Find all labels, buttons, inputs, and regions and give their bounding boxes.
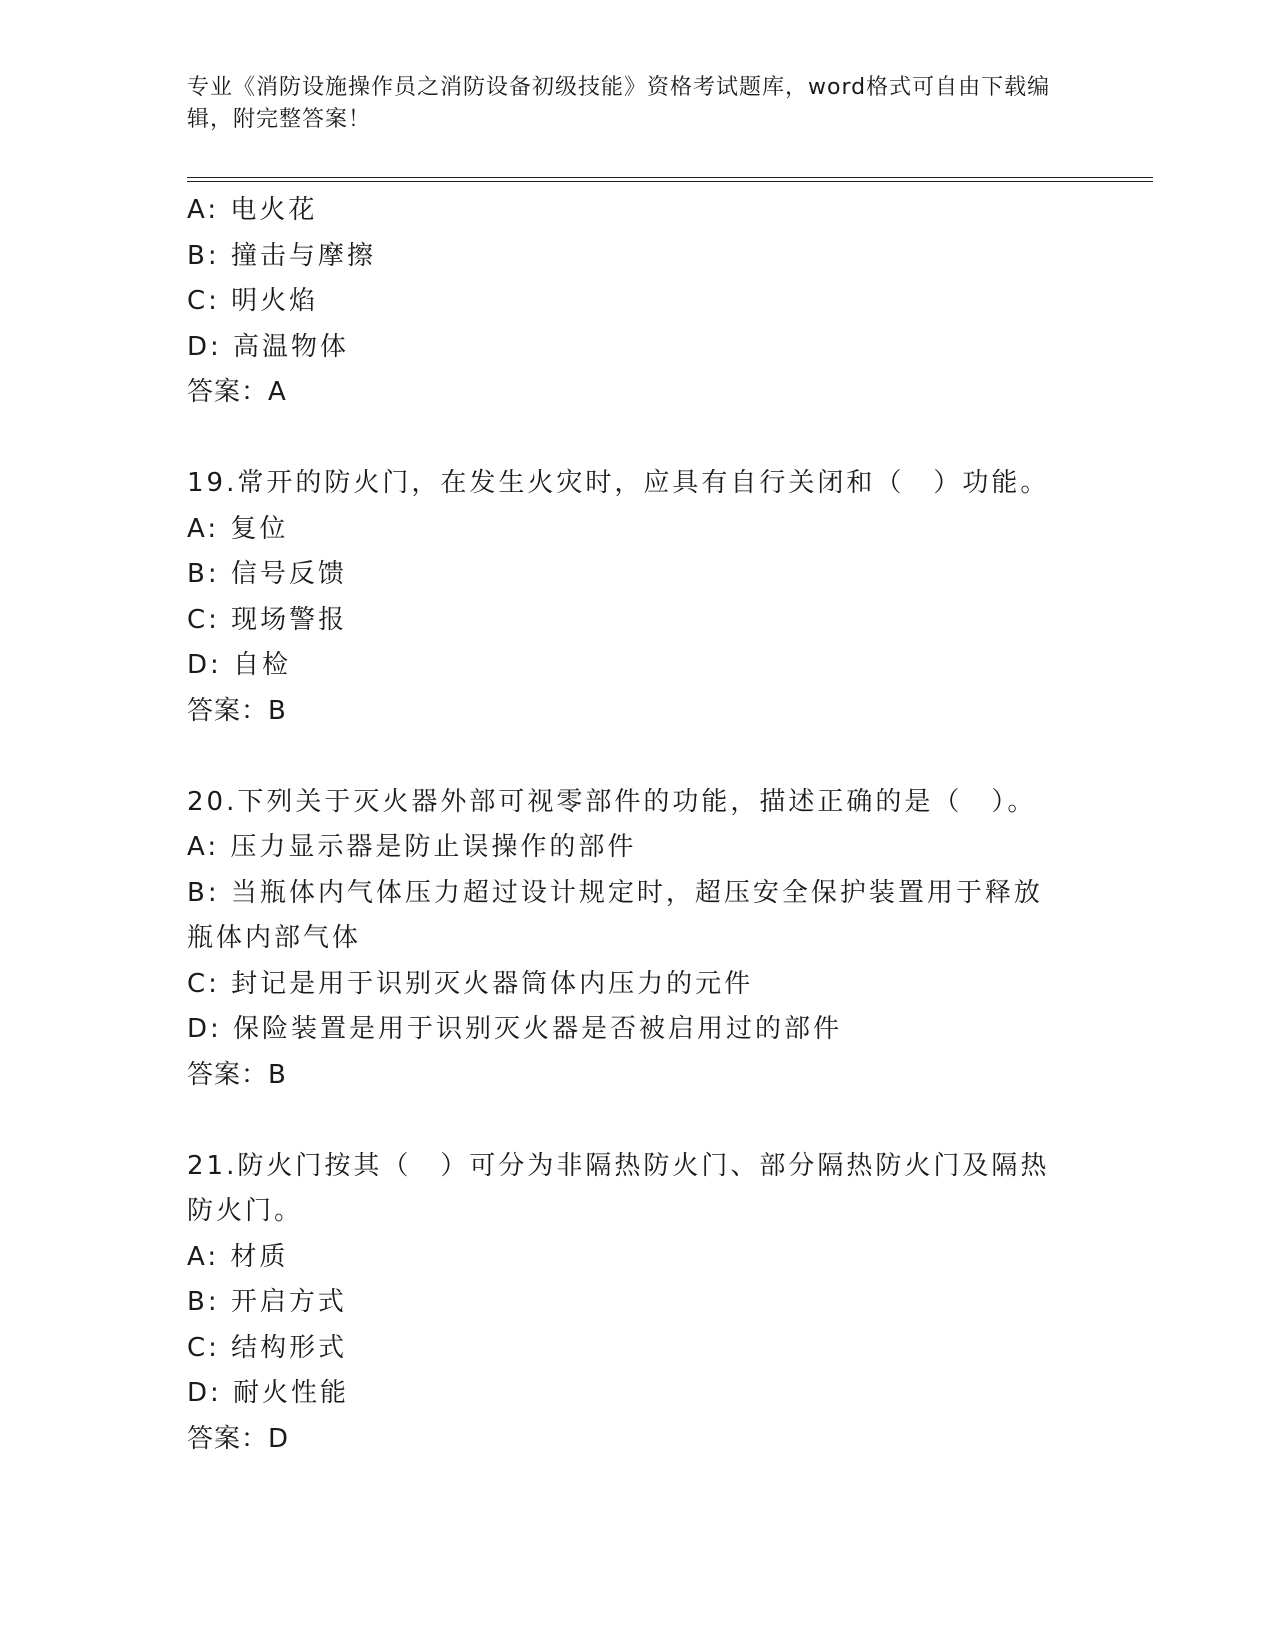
option-c: C: 结构形式 — [187, 1332, 348, 1363]
option-a: A: 复位 — [187, 513, 289, 544]
option-a: A: 材质 — [187, 1241, 289, 1272]
option-c: C: 明火焰 — [187, 286, 319, 316]
option-d: D: 保险装置是用于识别灭火器是否被启用过的部件 — [187, 1014, 843, 1044]
answer-label: 答案：B — [187, 695, 287, 726]
option-b: B: 撞击与摩擦 — [187, 240, 376, 271]
option-d: D: 高温物体 — [187, 331, 350, 362]
answer-label: 答案：B — [187, 1059, 287, 1090]
option-c: C: 现场警报 — [187, 604, 348, 635]
header-divider — [187, 177, 1153, 182]
question-block — [187, 780, 1087, 1099]
question-list — [187, 188, 1087, 1462]
option-a: A: 电火花 — [187, 195, 318, 225]
question-block — [187, 188, 1087, 416]
document-header: 专业《消防设施操作员之消防设备初级技能》资格考试题库，word格式可自由下载编辑，附完整答案！ — [187, 75, 1051, 132]
question-block — [187, 1144, 1087, 1463]
option-b: B: 开启方式 — [187, 1287, 347, 1317]
option-d: D: 自检 — [187, 650, 292, 680]
question-text: 20.下列关于灭火器外部可视零部件的功能，描述正确的是（ ）。 — [187, 786, 1037, 817]
option-a: A: 压力显示器是防止误操作的部件 — [187, 832, 637, 862]
answer-label: 答案：A — [187, 377, 287, 407]
option-b: B: 当瓶体内气体压力超过设计规定时，超压安全保护装置用于释放瓶体内部气体 — [187, 877, 1043, 953]
question-text: 21.防火门按其（ ）可分为非隔热防火门、部分隔热防火门及隔热防火门。 — [187, 1150, 1050, 1226]
answer-label: 答案：D — [187, 1423, 290, 1454]
question-text: 19.常开的防火门，在发生火灾时，应具有自行关闭和（ ）功能。 — [187, 468, 1050, 498]
option-c: C: 封记是用于识别灭火器筒体内压力的元件 — [187, 968, 754, 999]
option-b: B: 信号反馈 — [187, 559, 347, 589]
option-d: D: 耐火性能 — [187, 1378, 350, 1408]
question-block — [187, 461, 1087, 734]
